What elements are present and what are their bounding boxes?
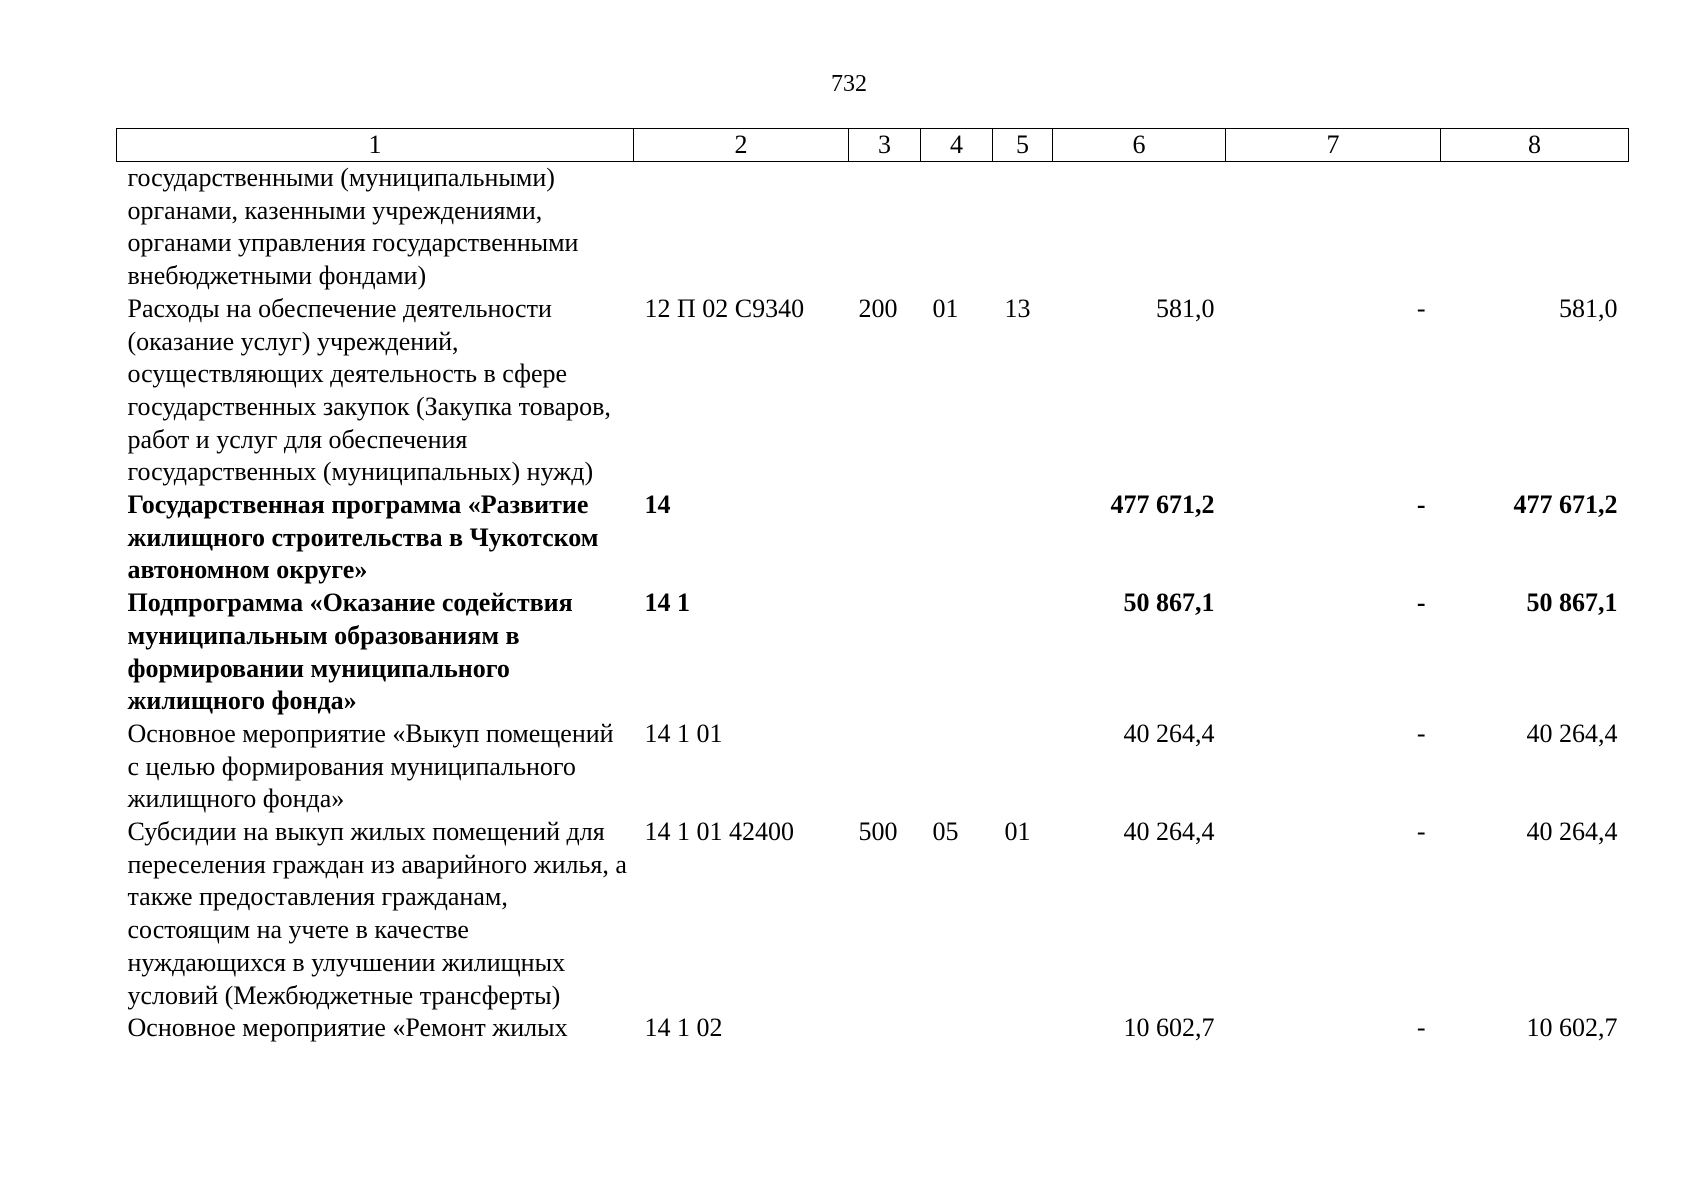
row-change: - <box>1416 293 1426 323</box>
row-change <box>1226 162 1441 293</box>
row-vr <box>849 587 921 718</box>
row-vr <box>849 718 921 816</box>
row-code: 14 1 02 <box>644 1013 723 1043</box>
row-amount <box>1053 162 1226 293</box>
row-change: - <box>1416 588 1426 618</box>
row-amount: 50 867,1 <box>1123 588 1215 618</box>
row-code: 14 1 01 <box>644 718 723 748</box>
budget-table <box>116 128 1629 1045</box>
header-cell-change: 7 <box>1226 129 1441 162</box>
row-total: 10 602,7 <box>1526 1013 1618 1043</box>
header-cell-name: 1 <box>117 129 634 162</box>
row-total <box>1441 162 1629 293</box>
row-rz <box>921 162 993 293</box>
row-name: Государственная программа «Развитие жилищного строительства в Чукотском автономном округе» <box>127 490 599 585</box>
row-code: 14 1 <box>644 588 690 618</box>
row-pr: 13 <box>1004 293 1031 323</box>
header-cell-pr: 5 <box>993 129 1053 162</box>
row-rz <box>921 587 993 718</box>
row-total: 40 264,4 <box>1526 817 1618 847</box>
row-name: Расходы на обеспечение деятельности (оказание услуг) учреждений, осуществляющих деятельность в сфере государственных закупок (Закупка товаров, работ и услуг для обеспечения государственных (муниципальных) нужд) <box>127 293 611 487</box>
row-rz <box>921 718 993 816</box>
table-row <box>117 162 1629 293</box>
table-row <box>117 587 1629 718</box>
row-amount: 40 264,4 <box>1123 718 1215 748</box>
row-change: - <box>1416 817 1426 847</box>
row-rz <box>921 1012 993 1045</box>
row-total: 40 264,4 <box>1526 718 1618 748</box>
row-rz: 05 <box>932 817 959 847</box>
row-change: - <box>1416 490 1426 520</box>
row-name: Субсидии на выкуп жилых помещений для переселения граждан из аварийного жилья, а также предоставления гражданам, состоящим на учете в качестве нуждающихся в улучшении жилищных условий (Межбюджетные трансферты) <box>127 817 627 1010</box>
header-row <box>117 129 1629 162</box>
row-name: государственными (муниципальными) органами, казенными учреждениями, органами управления государственными внебюджетными фондами) <box>127 163 579 291</box>
table-row <box>117 1012 1629 1045</box>
row-vr <box>849 489 921 587</box>
row-rz <box>921 489 993 587</box>
row-rz: 01 <box>932 293 959 323</box>
table-row <box>117 718 1629 816</box>
table-row <box>117 816 1629 1012</box>
row-code: 12 П 02 С9340 <box>644 293 805 323</box>
row-total: 581,0 <box>1559 293 1618 323</box>
row-vr <box>849 162 921 293</box>
row-code <box>634 162 849 293</box>
row-vr <box>849 1012 921 1045</box>
table-row <box>117 489 1629 587</box>
row-pr <box>993 489 1053 587</box>
header-cell-vr: 3 <box>849 129 921 162</box>
header-cell-amount: 6 <box>1053 129 1226 162</box>
table-header <box>117 129 1629 162</box>
row-amount: 477 671,2 <box>1110 490 1215 520</box>
row-change: - <box>1416 1013 1426 1043</box>
row-total: 50 867,1 <box>1526 588 1618 618</box>
row-amount: 581,0 <box>1156 293 1215 323</box>
row-vr: 500 <box>858 817 898 847</box>
page-number: 732 <box>831 71 867 97</box>
row-change: - <box>1416 718 1426 748</box>
row-total: 477 671,2 <box>1513 490 1618 520</box>
table-body <box>117 162 1629 1045</box>
row-pr <box>993 718 1053 816</box>
row-pr <box>993 587 1053 718</box>
row-name: Основное мероприятие «Выкуп помещений с целью формирования муниципального жилищного фонда» <box>127 718 614 814</box>
row-name: Основное мероприятие «Ремонт жилых <box>127 1013 568 1043</box>
row-pr: 01 <box>1004 817 1031 847</box>
row-amount: 10 602,7 <box>1123 1013 1215 1043</box>
row-pr <box>993 1012 1053 1045</box>
table-row <box>117 293 1629 489</box>
row-amount: 40 264,4 <box>1123 817 1215 847</box>
header-cell-total: 8 <box>1441 129 1629 162</box>
row-code: 14 <box>644 490 671 520</box>
row-name: Подпрограмма «Оказание содействия муниципальным образованиям в формировании муниципального жилищного фонда» <box>127 588 573 716</box>
header-cell-code: 2 <box>634 129 849 162</box>
row-vr: 200 <box>858 293 898 323</box>
header-cell-rz: 4 <box>921 129 993 162</box>
row-code: 14 1 01 42400 <box>644 817 794 847</box>
row-pr <box>993 162 1053 293</box>
